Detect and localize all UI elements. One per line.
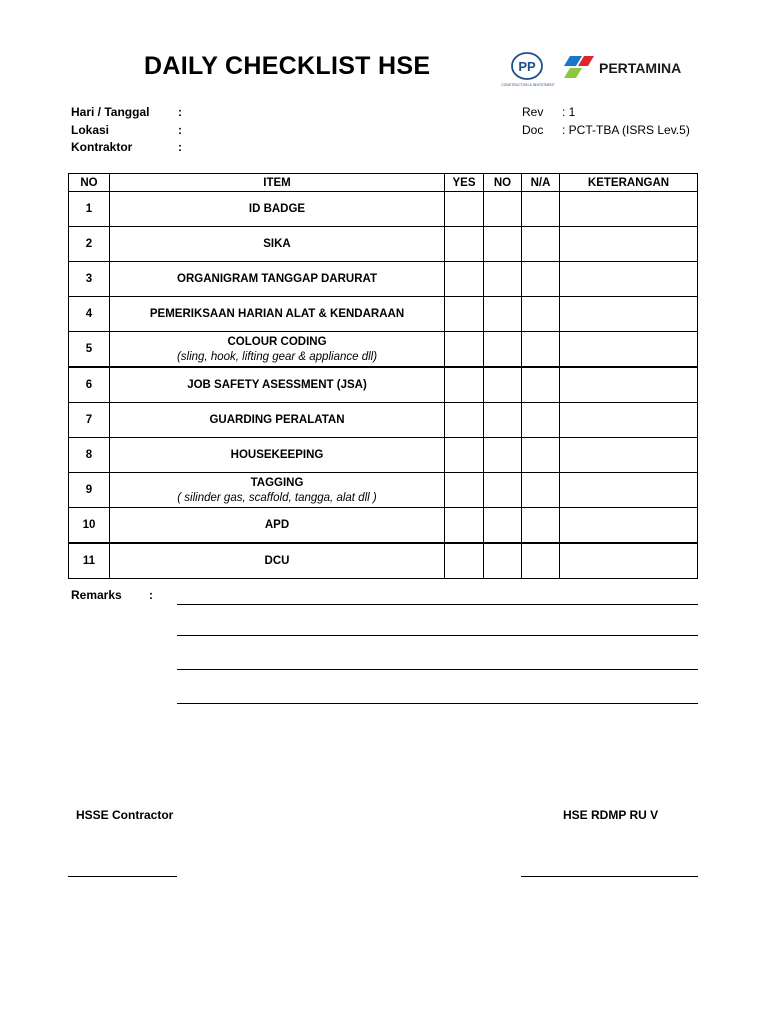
kontraktor-colon: : bbox=[178, 140, 182, 154]
row-item-label: ID BADGE bbox=[248, 203, 306, 215]
row-item-label: TAGGING bbox=[250, 476, 304, 489]
row-item bbox=[110, 508, 445, 544]
na-cell[interactable] bbox=[522, 367, 560, 403]
lokasi-colon: : bbox=[178, 123, 182, 137]
pp-logo-text: PP bbox=[518, 59, 536, 74]
table-row bbox=[69, 332, 698, 368]
row-item-label: JOB SAFETY ASESSMENT (JSA) bbox=[187, 379, 367, 391]
na-cell[interactable] bbox=[522, 297, 560, 332]
header-no-answer: NO bbox=[484, 174, 522, 192]
row-number: 3 bbox=[69, 262, 110, 297]
rev-value: : 1 bbox=[562, 105, 576, 119]
table-row bbox=[69, 438, 698, 473]
row-number: 7 bbox=[69, 403, 110, 438]
no-cell[interactable] bbox=[484, 332, 522, 368]
pertamina-logo-text: PERTAMINA bbox=[599, 60, 682, 76]
table-row bbox=[69, 543, 698, 579]
table-row bbox=[69, 508, 698, 544]
row-item-label: HOUSEKEEPING bbox=[230, 449, 324, 461]
row-item bbox=[110, 473, 445, 508]
row-item-label: PEMERIKSAAN HARIAN ALAT & KENDARAAN bbox=[149, 308, 405, 320]
yes-cell[interactable] bbox=[445, 332, 484, 368]
row-item-label: GUARDING PERALATAN bbox=[209, 414, 345, 426]
yes-cell[interactable] bbox=[445, 227, 484, 262]
na-cell[interactable] bbox=[522, 332, 560, 368]
remarks-line[interactable] bbox=[177, 703, 698, 704]
row-number: 5 bbox=[69, 332, 110, 368]
na-cell[interactable] bbox=[522, 227, 560, 262]
na-cell[interactable] bbox=[522, 262, 560, 297]
page-title: DAILY CHECKLIST HSE bbox=[144, 52, 431, 80]
row-item bbox=[110, 262, 445, 297]
yes-cell[interactable] bbox=[445, 473, 484, 508]
row-item-label: ORGANIGRAM TANGGAP DARURAT bbox=[177, 273, 377, 285]
na-cell[interactable] bbox=[522, 543, 560, 579]
row-number: 9 bbox=[69, 473, 110, 508]
yes-cell[interactable] bbox=[445, 297, 484, 332]
row-item-label: COLOUR CODING bbox=[227, 335, 327, 348]
lokasi-label: Lokasi bbox=[71, 123, 110, 137]
table-row bbox=[69, 262, 698, 297]
yes-cell[interactable] bbox=[445, 438, 484, 473]
no-cell[interactable] bbox=[484, 543, 522, 579]
no-cell[interactable] bbox=[484, 262, 522, 297]
row-number: 11 bbox=[69, 543, 110, 579]
row-number: 8 bbox=[69, 438, 110, 473]
no-cell[interactable] bbox=[484, 438, 522, 473]
yes-cell[interactable] bbox=[445, 367, 484, 403]
keterangan-cell[interactable] bbox=[560, 297, 698, 332]
row-item-note: (sling, hook, lifting gear & appliance dll) bbox=[176, 350, 378, 363]
remarks-line[interactable] bbox=[177, 604, 698, 605]
header-item: ITEM bbox=[110, 174, 445, 192]
table-row bbox=[69, 473, 698, 508]
na-cell[interactable] bbox=[522, 403, 560, 438]
table-header-row bbox=[69, 174, 698, 192]
row-item-label: SIKA bbox=[263, 238, 291, 250]
row-item bbox=[110, 227, 445, 262]
rev-label: Rev bbox=[522, 105, 544, 119]
row-item-label: APD bbox=[264, 519, 290, 531]
no-cell[interactable] bbox=[484, 227, 522, 262]
remarks-line[interactable] bbox=[177, 635, 698, 636]
keterangan-cell[interactable] bbox=[560, 227, 698, 262]
doc-label: Doc bbox=[522, 123, 544, 137]
row-item bbox=[110, 438, 445, 473]
table-row bbox=[69, 227, 698, 262]
no-cell[interactable] bbox=[484, 367, 522, 403]
no-cell[interactable] bbox=[484, 192, 522, 227]
remarks-line[interactable] bbox=[177, 669, 698, 670]
header-keterangan: KETERANGAN bbox=[560, 174, 698, 192]
hari-tanggal-colon: : bbox=[178, 105, 182, 119]
na-cell[interactable] bbox=[522, 508, 560, 544]
signature-label-hse: HSE RDMP RU V bbox=[563, 808, 659, 822]
keterangan-cell[interactable] bbox=[560, 543, 698, 579]
row-number: 2 bbox=[69, 227, 110, 262]
remarks-colon: : bbox=[149, 588, 153, 602]
signature-label-contractor: HSSE Contractor bbox=[76, 808, 174, 822]
row-item bbox=[110, 297, 445, 332]
signature-line-contractor[interactable] bbox=[68, 876, 177, 877]
no-cell[interactable] bbox=[484, 297, 522, 332]
na-cell[interactable] bbox=[522, 192, 560, 227]
row-number: 4 bbox=[69, 297, 110, 332]
doc-value: : PCT-TBA (ISRS Lev.5) bbox=[562, 123, 690, 137]
pp-logo bbox=[498, 49, 558, 89]
yes-cell[interactable] bbox=[445, 262, 484, 297]
row-number: 1 bbox=[69, 192, 110, 227]
table-row bbox=[69, 403, 698, 438]
no-cell[interactable] bbox=[484, 473, 522, 508]
keterangan-cell[interactable] bbox=[560, 438, 698, 473]
keterangan-cell[interactable] bbox=[560, 403, 698, 438]
yes-cell[interactable] bbox=[445, 543, 484, 579]
keterangan-cell[interactable] bbox=[560, 332, 698, 368]
na-cell[interactable] bbox=[522, 438, 560, 473]
keterangan-cell[interactable] bbox=[560, 473, 698, 508]
row-number: 6 bbox=[69, 367, 110, 403]
row-item bbox=[110, 543, 445, 579]
row-item bbox=[110, 192, 445, 227]
hari-tanggal-label: Hari / Tanggal bbox=[71, 105, 150, 119]
row-item bbox=[110, 367, 445, 403]
yes-cell[interactable] bbox=[445, 192, 484, 227]
keterangan-cell[interactable] bbox=[560, 262, 698, 297]
row-item-label: DCU bbox=[264, 555, 290, 567]
pertamina-logo bbox=[562, 52, 702, 82]
keterangan-cell[interactable] bbox=[560, 367, 698, 403]
yes-cell[interactable] bbox=[445, 508, 484, 544]
table-row bbox=[69, 297, 698, 332]
row-item-note: ( silinder gas, scaffold, tangga, alat dll ) bbox=[177, 491, 377, 504]
table-row bbox=[69, 192, 698, 227]
no-cell[interactable] bbox=[484, 508, 522, 544]
keterangan-cell[interactable] bbox=[560, 192, 698, 227]
keterangan-cell[interactable] bbox=[560, 508, 698, 544]
table-row bbox=[69, 367, 698, 403]
header-yes: YES bbox=[445, 174, 484, 192]
row-item bbox=[110, 403, 445, 438]
row-item bbox=[110, 332, 445, 368]
signature-line-hse[interactable] bbox=[521, 876, 698, 877]
yes-cell[interactable] bbox=[445, 403, 484, 438]
kontraktor-label: Kontraktor bbox=[71, 140, 133, 154]
pp-logo-subtext: CONSTRUCTION & INVESTMENT bbox=[501, 83, 555, 87]
na-cell[interactable] bbox=[522, 473, 560, 508]
checklist-table bbox=[68, 173, 698, 579]
remarks-label: Remarks bbox=[71, 588, 122, 602]
row-number: 10 bbox=[69, 508, 110, 544]
no-cell[interactable] bbox=[484, 403, 522, 438]
header-no: NO bbox=[69, 174, 110, 192]
header-na: N/A bbox=[522, 174, 560, 192]
